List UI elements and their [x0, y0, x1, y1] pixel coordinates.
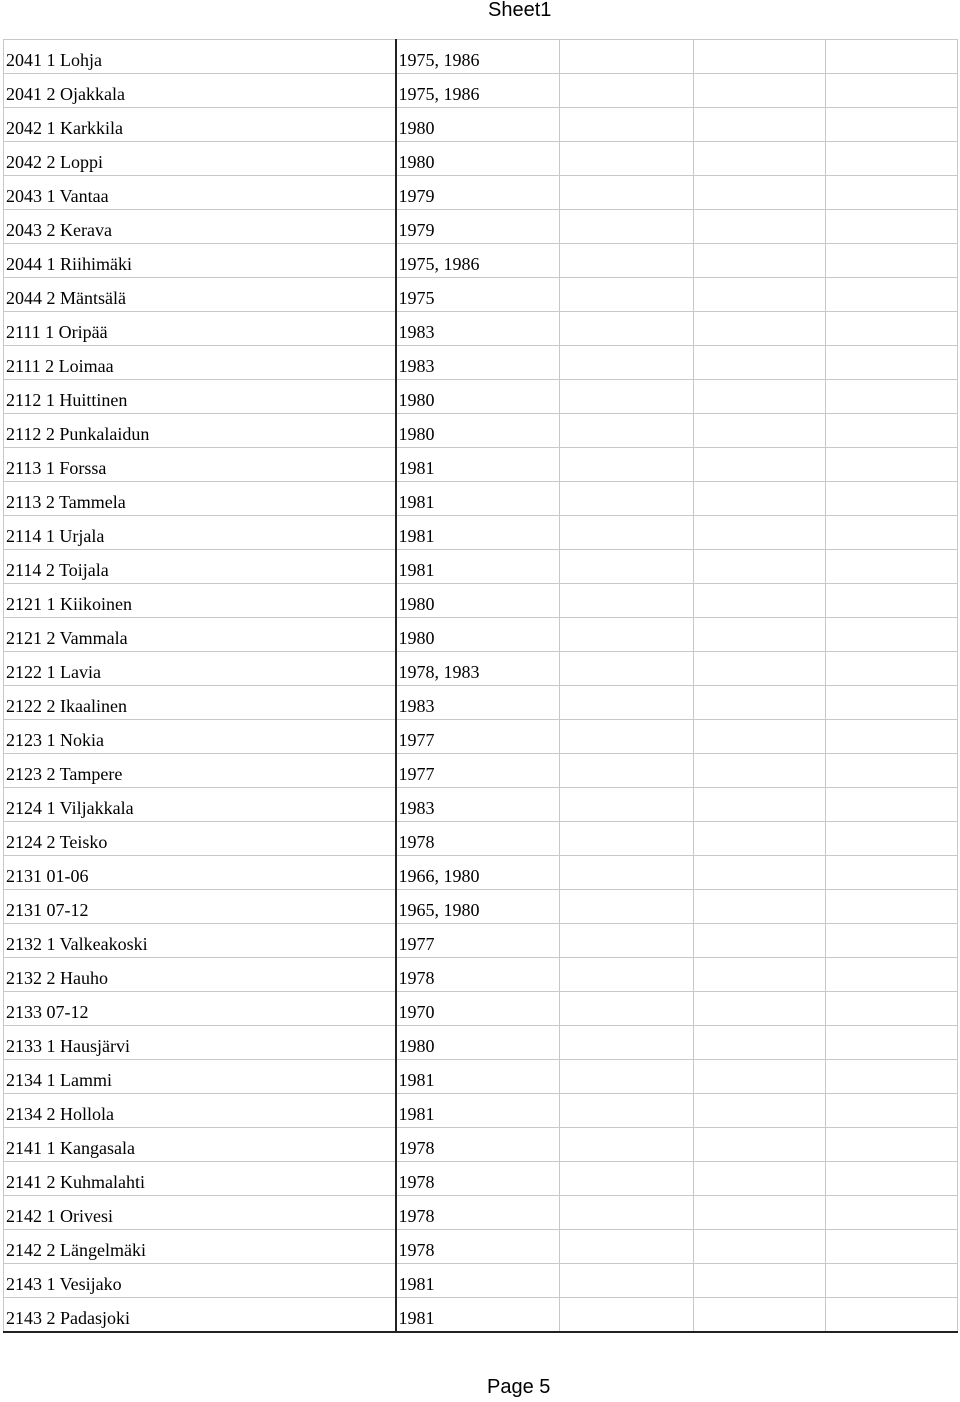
empty-cell: [560, 1026, 694, 1060]
table-row: [4, 1264, 958, 1298]
years-cell: 1983: [396, 346, 560, 380]
empty-cell: [694, 856, 826, 890]
place-cell: 2123 2 Tampere: [4, 754, 396, 788]
place-cell: 2121 2 Vammala: [4, 618, 396, 652]
place-cell: 2124 1 Viljakkala: [4, 788, 396, 822]
place-cell: 2121 1 Kiikoinen: [4, 584, 396, 618]
years-cell: 1970: [396, 992, 560, 1026]
years-cell: 1975, 1986: [396, 244, 560, 278]
table-row: [4, 652, 958, 686]
place-cell: 2143 2 Padasjoki: [4, 1298, 396, 1333]
empty-cell: [560, 210, 694, 244]
table-row: [4, 1162, 958, 1196]
table-row: [4, 516, 958, 550]
empty-cell: [560, 1196, 694, 1230]
years-cell: 1977: [396, 720, 560, 754]
years-cell: 1978: [396, 1162, 560, 1196]
table-row: [4, 1026, 958, 1060]
table-row: [4, 278, 958, 312]
empty-cell: [560, 346, 694, 380]
place-cell: 2042 1 Karkkila: [4, 108, 396, 142]
empty-cell: [826, 108, 958, 142]
empty-cell: [694, 1128, 826, 1162]
empty-cell: [826, 40, 958, 74]
empty-cell: [694, 108, 826, 142]
place-cell: 2114 1 Urjala: [4, 516, 396, 550]
table-row: [4, 1060, 958, 1094]
empty-cell: [826, 992, 958, 1026]
years-cell: 1980: [396, 584, 560, 618]
empty-cell: [560, 686, 694, 720]
empty-cell: [560, 890, 694, 924]
empty-cell: [694, 346, 826, 380]
empty-cell: [560, 754, 694, 788]
table-row: [4, 1094, 958, 1128]
empty-cell: [826, 380, 958, 414]
table-row: [4, 74, 958, 108]
table-row: [4, 618, 958, 652]
years-cell: 1980: [396, 618, 560, 652]
empty-cell: [826, 482, 958, 516]
place-cell: 2113 1 Forssa: [4, 448, 396, 482]
empty-cell: [826, 856, 958, 890]
data-table: [3, 39, 958, 1333]
empty-cell: [560, 618, 694, 652]
empty-cell: [694, 244, 826, 278]
table-row: [4, 1298, 958, 1333]
years-cell: 1978: [396, 1128, 560, 1162]
years-cell: 1979: [396, 176, 560, 210]
years-cell: 1977: [396, 754, 560, 788]
empty-cell: [694, 720, 826, 754]
place-cell: 2042 2 Loppi: [4, 142, 396, 176]
place-cell: 2142 1 Orivesi: [4, 1196, 396, 1230]
table-row: [4, 40, 958, 74]
empty-cell: [826, 414, 958, 448]
table-row: [4, 142, 958, 176]
empty-cell: [826, 618, 958, 652]
years-cell: 1981: [396, 448, 560, 482]
empty-cell: [560, 992, 694, 1026]
place-cell: 2132 2 Hauho: [4, 958, 396, 992]
place-cell: 2143 1 Vesijako: [4, 1264, 396, 1298]
empty-cell: [560, 1128, 694, 1162]
empty-cell: [694, 652, 826, 686]
empty-cell: [560, 312, 694, 346]
empty-cell: [694, 550, 826, 584]
empty-cell: [560, 1298, 694, 1333]
empty-cell: [560, 176, 694, 210]
years-cell: 1965, 1980: [396, 890, 560, 924]
table-row: [4, 1230, 958, 1264]
years-cell: 1981: [396, 482, 560, 516]
table-row: [4, 380, 958, 414]
empty-cell: [826, 1196, 958, 1230]
place-cell: 2142 2 Längelmäki: [4, 1230, 396, 1264]
years-cell: 1981: [396, 1094, 560, 1128]
table-row: [4, 788, 958, 822]
table-row: [4, 856, 958, 890]
empty-cell: [694, 1026, 826, 1060]
empty-cell: [826, 278, 958, 312]
place-cell: 2111 2 Loimaa: [4, 346, 396, 380]
place-cell: 2122 2 Ikaalinen: [4, 686, 396, 720]
empty-cell: [826, 1264, 958, 1298]
empty-cell: [826, 754, 958, 788]
place-cell: 2133 1 Hausjärvi: [4, 1026, 396, 1060]
table-row: [4, 210, 958, 244]
empty-cell: [826, 822, 958, 856]
place-cell: 2122 1 Lavia: [4, 652, 396, 686]
place-cell: 2141 2 Kuhmalahti: [4, 1162, 396, 1196]
empty-cell: [826, 142, 958, 176]
place-cell: 2041 1 Lohja: [4, 40, 396, 74]
empty-cell: [694, 754, 826, 788]
empty-cell: [694, 686, 826, 720]
empty-cell: [560, 244, 694, 278]
place-cell: 2141 1 Kangasala: [4, 1128, 396, 1162]
page-number: Page 5: [487, 1376, 551, 1398]
empty-cell: [560, 856, 694, 890]
empty-cell: [560, 1264, 694, 1298]
years-cell: 1980: [396, 1026, 560, 1060]
years-cell: 1979: [396, 210, 560, 244]
years-cell: 1975, 1986: [396, 40, 560, 74]
empty-cell: [560, 40, 694, 74]
empty-cell: [694, 1094, 826, 1128]
empty-cell: [826, 74, 958, 108]
empty-cell: [694, 992, 826, 1026]
place-cell: 2124 2 Teisko: [4, 822, 396, 856]
place-cell: 2111 1 Oripää: [4, 312, 396, 346]
table-row: [4, 482, 958, 516]
empty-cell: [694, 1264, 826, 1298]
table-row: [4, 584, 958, 618]
place-cell: 2134 2 Hollola: [4, 1094, 396, 1128]
empty-cell: [826, 1128, 958, 1162]
empty-cell: [694, 40, 826, 74]
years-cell: 1966, 1980: [396, 856, 560, 890]
table-row: [4, 346, 958, 380]
years-cell: 1978: [396, 958, 560, 992]
empty-cell: [694, 1162, 826, 1196]
years-cell: 1983: [396, 686, 560, 720]
empty-cell: [560, 1094, 694, 1128]
empty-cell: [560, 584, 694, 618]
empty-cell: [826, 1026, 958, 1060]
empty-cell: [826, 652, 958, 686]
table-row: [4, 550, 958, 584]
empty-cell: [560, 482, 694, 516]
table-row: [4, 108, 958, 142]
empty-cell: [694, 142, 826, 176]
years-cell: 1978: [396, 1196, 560, 1230]
place-cell: 2041 2 Ojakkala: [4, 74, 396, 108]
empty-cell: [694, 414, 826, 448]
table-row: [4, 414, 958, 448]
empty-cell: [826, 584, 958, 618]
table-row: [4, 1128, 958, 1162]
empty-cell: [826, 448, 958, 482]
empty-cell: [560, 958, 694, 992]
empty-cell: [694, 448, 826, 482]
place-cell: 2044 1 Riihimäki: [4, 244, 396, 278]
table-row: [4, 958, 958, 992]
empty-cell: [560, 1230, 694, 1264]
years-cell: 1981: [396, 1060, 560, 1094]
empty-cell: [694, 516, 826, 550]
place-cell: 2131 01-06: [4, 856, 396, 890]
empty-cell: [560, 924, 694, 958]
empty-cell: [694, 176, 826, 210]
years-cell: 1978: [396, 822, 560, 856]
table-row: [4, 890, 958, 924]
years-cell: 1975, 1986: [396, 74, 560, 108]
years-cell: 1981: [396, 1264, 560, 1298]
place-cell: 2112 1 Huittinen: [4, 380, 396, 414]
empty-cell: [560, 720, 694, 754]
table-row: [4, 686, 958, 720]
empty-cell: [826, 176, 958, 210]
empty-cell: [694, 822, 826, 856]
empty-cell: [560, 550, 694, 584]
place-cell: 2113 2 Tammela: [4, 482, 396, 516]
empty-cell: [694, 74, 826, 108]
empty-cell: [560, 278, 694, 312]
table-row: [4, 1196, 958, 1230]
empty-cell: [560, 652, 694, 686]
years-cell: 1978, 1983: [396, 652, 560, 686]
years-cell: 1980: [396, 142, 560, 176]
table-row: [4, 720, 958, 754]
empty-cell: [694, 278, 826, 312]
place-cell: 2044 2 Mäntsälä: [4, 278, 396, 312]
empty-cell: [694, 380, 826, 414]
years-cell: 1980: [396, 380, 560, 414]
empty-cell: [826, 1094, 958, 1128]
empty-cell: [826, 720, 958, 754]
empty-cell: [560, 74, 694, 108]
place-cell: 2112 2 Punkalaidun: [4, 414, 396, 448]
empty-cell: [560, 822, 694, 856]
years-cell: 1983: [396, 312, 560, 346]
table-row: [4, 312, 958, 346]
years-cell: 1977: [396, 924, 560, 958]
place-cell: 2131 07-12: [4, 890, 396, 924]
empty-cell: [694, 958, 826, 992]
empty-cell: [560, 448, 694, 482]
place-cell: 2123 1 Nokia: [4, 720, 396, 754]
empty-cell: [694, 1230, 826, 1264]
place-cell: 2043 2 Kerava: [4, 210, 396, 244]
table-row: [4, 448, 958, 482]
table-row: [4, 992, 958, 1026]
empty-cell: [826, 550, 958, 584]
table-row: [4, 754, 958, 788]
empty-cell: [560, 142, 694, 176]
empty-cell: [560, 380, 694, 414]
empty-cell: [694, 312, 826, 346]
empty-cell: [826, 1162, 958, 1196]
empty-cell: [560, 788, 694, 822]
empty-cell: [694, 924, 826, 958]
empty-cell: [826, 958, 958, 992]
empty-cell: [826, 788, 958, 822]
empty-cell: [694, 482, 826, 516]
place-cell: 2132 1 Valkeakoski: [4, 924, 396, 958]
place-cell: 2133 07-12: [4, 992, 396, 1026]
page-header: [0, 0, 960, 26]
place-cell: 2134 1 Lammi: [4, 1060, 396, 1094]
empty-cell: [826, 312, 958, 346]
empty-cell: [826, 1230, 958, 1264]
empty-cell: [826, 244, 958, 278]
years-cell: 1978: [396, 1230, 560, 1264]
place-cell: 2114 2 Toijala: [4, 550, 396, 584]
table-row: [4, 924, 958, 958]
empty-cell: [694, 584, 826, 618]
empty-cell: [826, 924, 958, 958]
empty-cell: [694, 890, 826, 924]
empty-cell: [560, 108, 694, 142]
empty-cell: [826, 516, 958, 550]
empty-cell: [826, 346, 958, 380]
empty-cell: [826, 1060, 958, 1094]
empty-cell: [826, 1298, 958, 1333]
empty-cell: [560, 1060, 694, 1094]
years-cell: 1981: [396, 1298, 560, 1333]
years-cell: 1980: [396, 414, 560, 448]
empty-cell: [826, 210, 958, 244]
sheet-title: Sheet1: [488, 0, 552, 21]
empty-cell: [694, 1060, 826, 1094]
years-cell: 1980: [396, 108, 560, 142]
empty-cell: [560, 414, 694, 448]
years-cell: 1981: [396, 550, 560, 584]
empty-cell: [826, 890, 958, 924]
table-row: [4, 822, 958, 856]
empty-cell: [560, 516, 694, 550]
place-cell: 2043 1 Vantaa: [4, 176, 396, 210]
empty-cell: [826, 686, 958, 720]
empty-cell: [560, 1162, 694, 1196]
table-row: [4, 244, 958, 278]
table-row: [4, 176, 958, 210]
years-cell: 1975: [396, 278, 560, 312]
table-body: [4, 40, 958, 1333]
empty-cell: [694, 210, 826, 244]
empty-cell: [694, 618, 826, 652]
years-cell: 1981: [396, 516, 560, 550]
empty-cell: [694, 788, 826, 822]
empty-cell: [694, 1196, 826, 1230]
years-cell: 1983: [396, 788, 560, 822]
empty-cell: [694, 1298, 826, 1333]
